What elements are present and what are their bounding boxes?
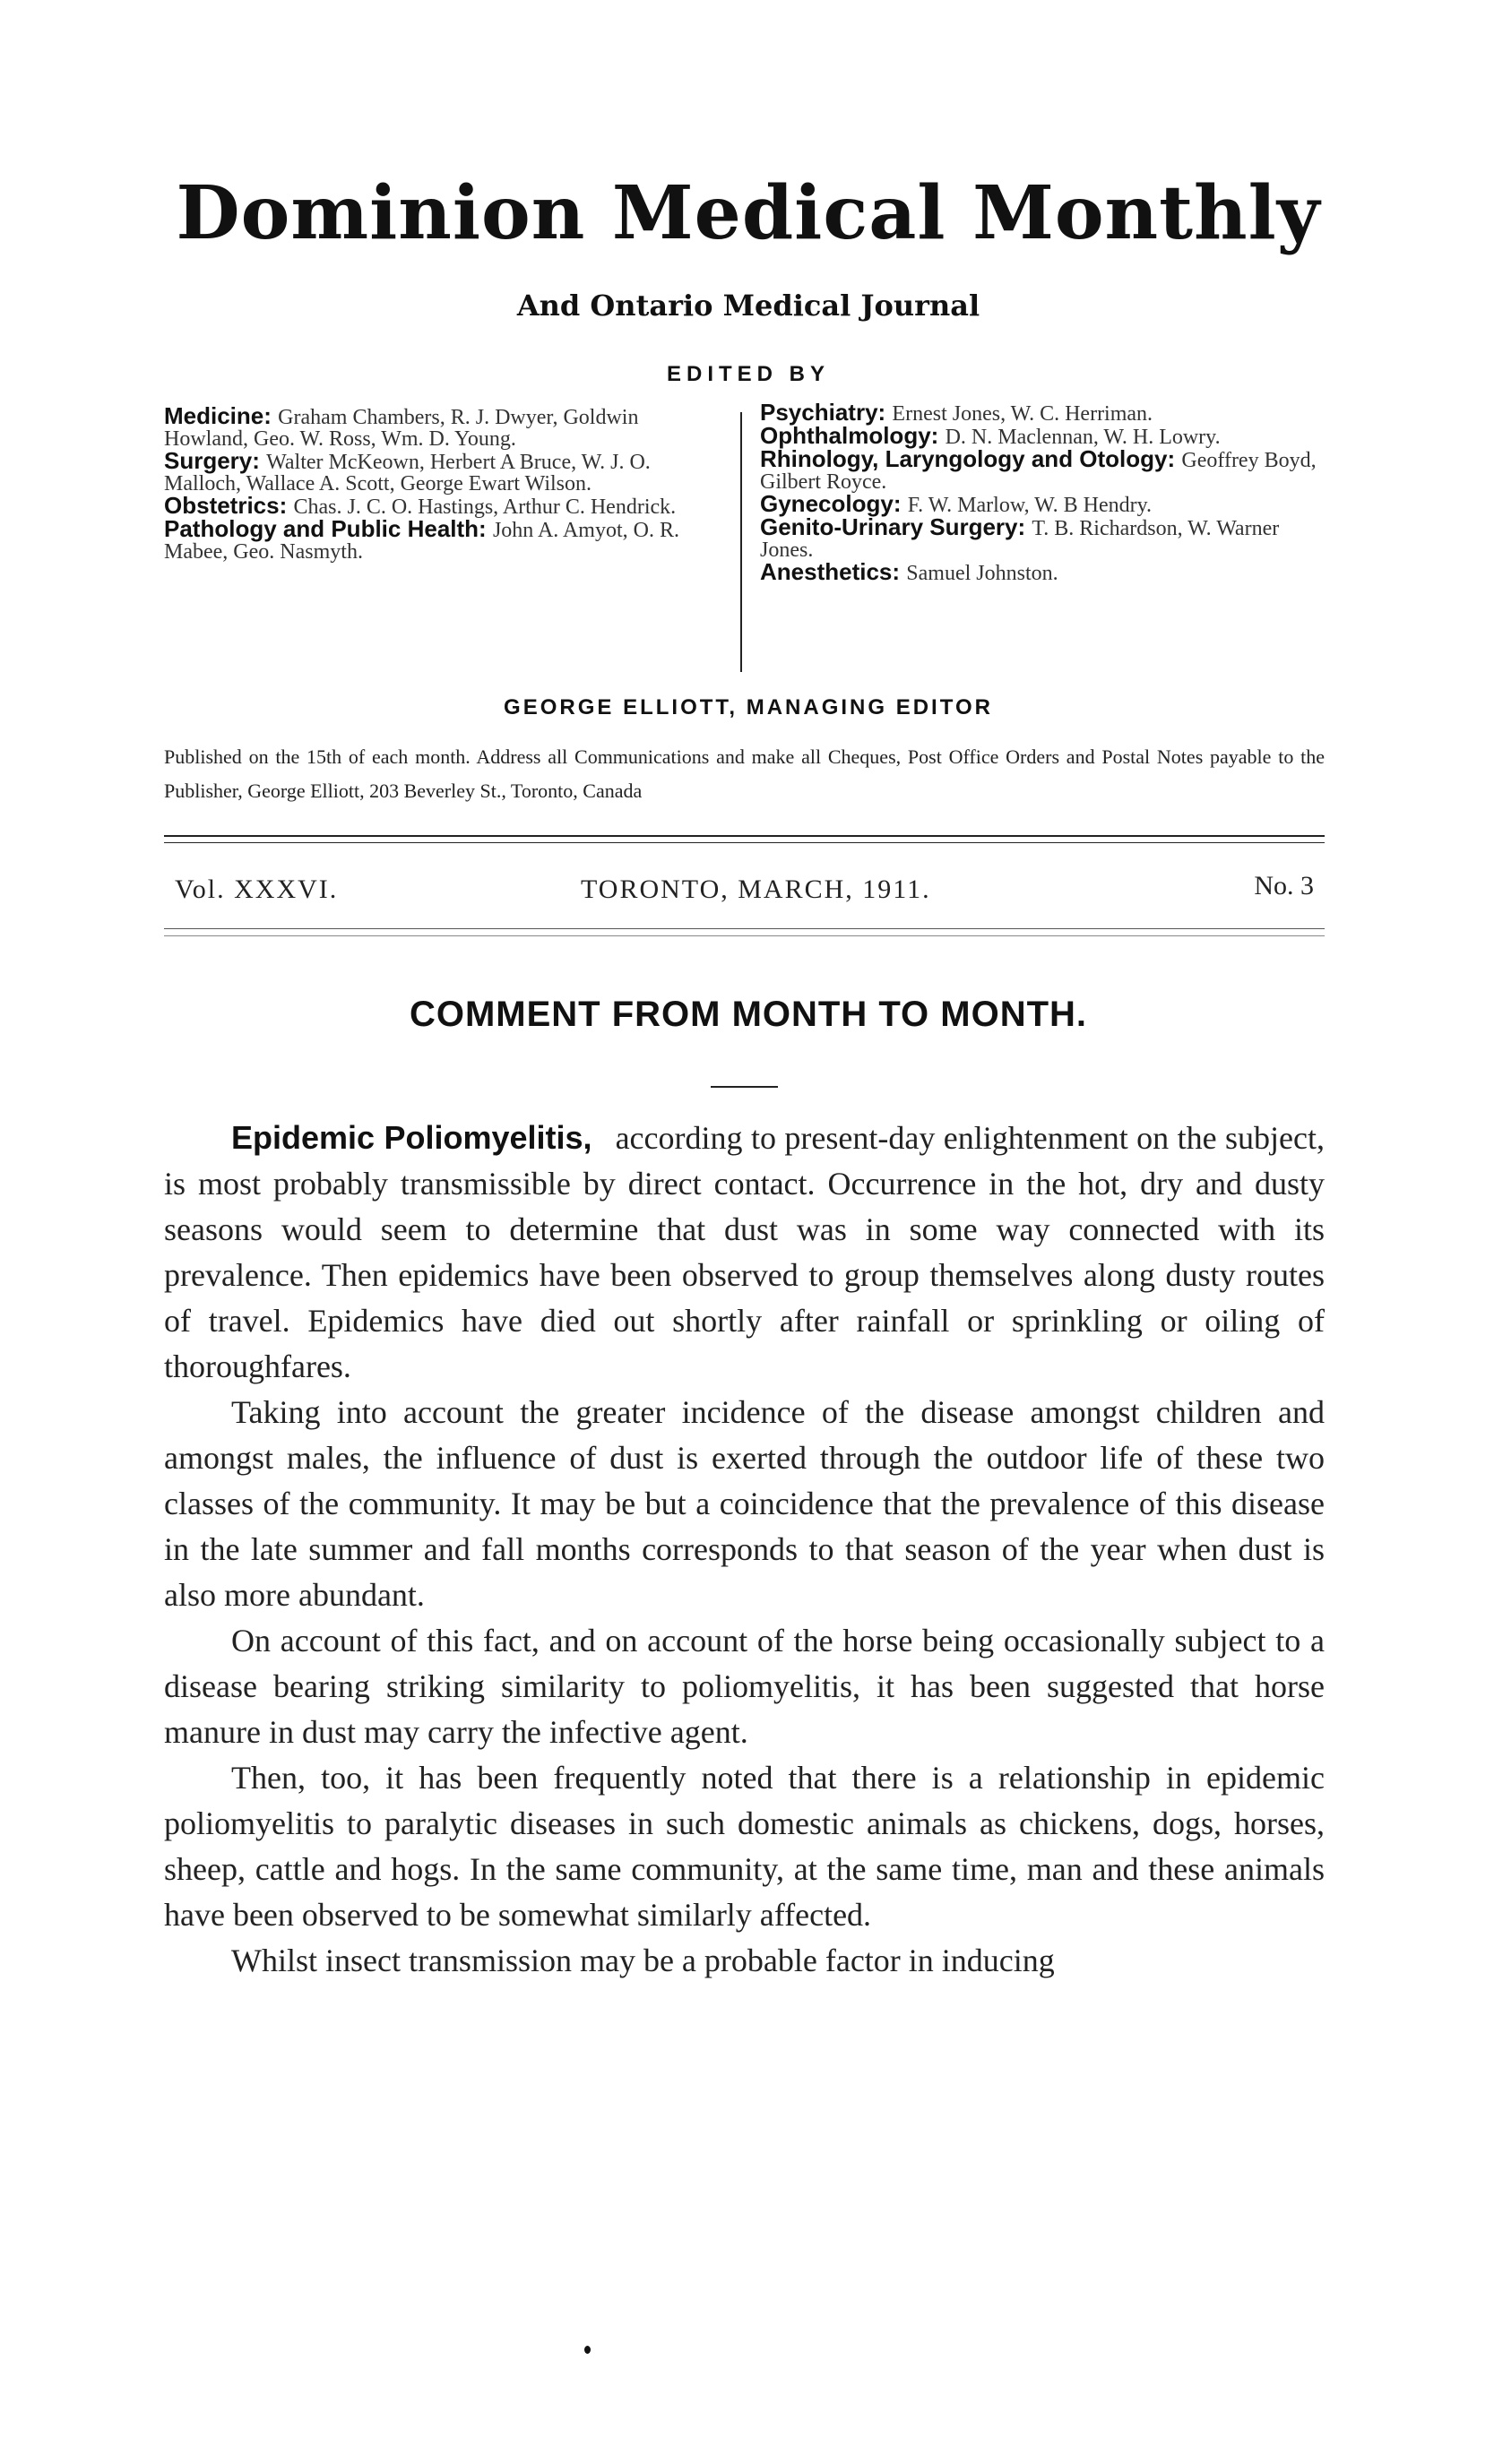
paragraph-text: according to present-day enlightenment on the subject, is most probably transmissible by direct contact. Occurrence in the hot, dry and dusty seasons would seem to determine that dust was in some way connected with its prevalence. Then epidemics have been observed to group themselves along dusty routes of travel. Epidemics have died out shortly after rainfall or sprinkling or oiling of thoroughfares. xyxy=(164,1120,1326,1384)
issue-number: No. 3 xyxy=(1254,871,1314,900)
editor-section-label: Surgery xyxy=(164,447,253,474)
paragraph: Taking into account the greater incidence of the disease amongst children and amongst males, the influence of dust is exerted through the outdoor life of these two classes of the community. It may be but a coincidence that the prevalence of this disease in the late summer and fall months corresponds to that season of the year when dust is also more abundant. xyxy=(164,1394,1325,1613)
editor-section-label: Pathology and Public Health xyxy=(164,515,479,542)
editors-left-column xyxy=(164,402,724,564)
top-rule-thin xyxy=(164,842,1325,843)
title-divider xyxy=(711,1086,778,1088)
editor-entry-ophthalmology: Ophthalmology: D. N. Maclennan, W. H. Lowry. xyxy=(760,422,1221,449)
article-body xyxy=(164,1115,1325,1984)
editor-section-label: Obstetrics xyxy=(164,492,280,519)
editor-names: Geoffrey Boyd, Gilbert Royce. xyxy=(760,449,1317,494)
publication-notice: Published on the 15th of each month. Address all Communications and make all Cheques, Post Office Orders and Postal Notes payable to the Publisher, George Elliott, 203 Beverley St., Toronto, Canada xyxy=(164,745,1325,802)
issue-volume: Vol. XXXVI. xyxy=(175,874,339,904)
editor-section-label: Medicine xyxy=(164,402,264,429)
editor-names: T. B. Richardson, W. Warner Jones. xyxy=(760,517,1280,562)
editor-section-label: Ophthalmology xyxy=(760,422,931,449)
editor-entry-rhinology: Rhinology, Laryngology and Otology: Geoffrey Boyd, Gilbert Royce. xyxy=(760,445,1317,494)
editor-section-label: Gynecology xyxy=(760,490,894,517)
paragraph: Whilst insect transmission may be a probable factor in inducing xyxy=(231,1943,1055,1978)
edited-by-heading: EDITED BY xyxy=(666,362,830,386)
issue-date: TORONTO, MARCH, 1911. xyxy=(581,874,931,904)
masthead-subtitle: And Ontario Medical Journal xyxy=(516,289,980,323)
editor-names: F. W. Marlow, W. B Hendry. xyxy=(907,494,1153,517)
editor-section-label: Rhinology, Laryngology and Otology xyxy=(760,445,1168,472)
editor-entry-genito-urinary: Genito-Urinary Surgery: T. B. Richardson, W. Warner Jones. xyxy=(760,513,1280,562)
masthead-title: Dominion Medical Monthly xyxy=(176,170,1321,256)
managing-editor: GEORGE ELLIOTT, MANAGING EDITOR xyxy=(504,695,993,719)
editor-section-label: Psychiatry xyxy=(760,399,878,426)
editor-entry-surgery: Surgery: Walter McKeown, Herbert A Bruce, W. J. O. Malloch, Wallace A. Scott, George Ewart Wilson. xyxy=(164,447,651,495)
editor-names: Samuel Johnston. xyxy=(906,562,1058,585)
editor-entry-psychiatry: Psychiatry: Ernest Jones, W. C. Herriman. xyxy=(760,399,1153,426)
editor-entry-anesthetics: Anesthetics: Samuel Johnston. xyxy=(760,558,1058,585)
editor-names: Ernest Jones, W. C. Herriman. xyxy=(892,402,1153,426)
paragraph: On account of this fact, and on account of the horse being occasionally subject to a disease bearing striking similarity to poliomyelitis, it has been suggested that horse manure in dust may carry the infective agent. xyxy=(164,1623,1325,1750)
article-title: COMMENT FROM MONTH TO MONTH. xyxy=(409,995,1088,1034)
issue-line xyxy=(164,873,1325,909)
editor-entry-pathology: Pathology and Public Health: John A. Amyot, O. R. Mabee, Geo. Nasmyth. xyxy=(164,515,679,564)
editor-names: Graham Chambers, R. J. Dwyer, Goldwin Howland, Geo. W. Ross, Wm. D. Young. xyxy=(164,406,639,451)
paragraph xyxy=(164,1115,1325,1390)
editor-entry-medicine: Medicine: Graham Chambers, R. J. Dwyer, Goldwin Howland, Geo. W. Ross, Wm. D. Young. xyxy=(164,402,639,451)
editor-section-label: Genito-Urinary Surgery xyxy=(760,513,1018,540)
lead-in: Epidemic Poliomyelitis, xyxy=(231,1119,592,1156)
editor-names: John A. Amyot, O. R. Mabee, Geo. Nasmyth. xyxy=(164,519,679,564)
page-mark xyxy=(584,2346,591,2354)
editor-names: Walter McKeown, Herbert A Bruce, W. J. O. Malloch, Wallace A. Scott, George Ewart Wilson. xyxy=(164,451,651,495)
editor-names: D. N. Maclennan, W. H. Lowry. xyxy=(945,426,1221,449)
editor-entry-gynecology: Gynecology: F. W. Marlow, W. B Hendry. xyxy=(760,490,1153,517)
editor-names: Chas. J. C. O. Hastings, Arthur C. Hendrick. xyxy=(293,495,677,519)
paragraph: Then, too, it has been frequently noted that there is a relationship in epidemic poliomyelitis to paralytic diseases in such domestic animals as chickens, dogs, horses, sheep, cattle and hogs. In the same community, at the same time, man and these animals have been observed to be somewhat similarly affected. xyxy=(164,1760,1325,1933)
column-divider xyxy=(740,412,742,672)
editor-section-label: Anesthetics xyxy=(760,558,893,585)
editors-right-column xyxy=(760,401,1325,584)
top-rule xyxy=(164,835,1325,837)
editor-entry-obstetrics: Obstetrics: Chas. J. C. O. Hastings, Arthur C. Hendrick. xyxy=(164,492,677,519)
bottom-rule xyxy=(164,928,1325,929)
bottom-rule-thin xyxy=(164,935,1325,936)
